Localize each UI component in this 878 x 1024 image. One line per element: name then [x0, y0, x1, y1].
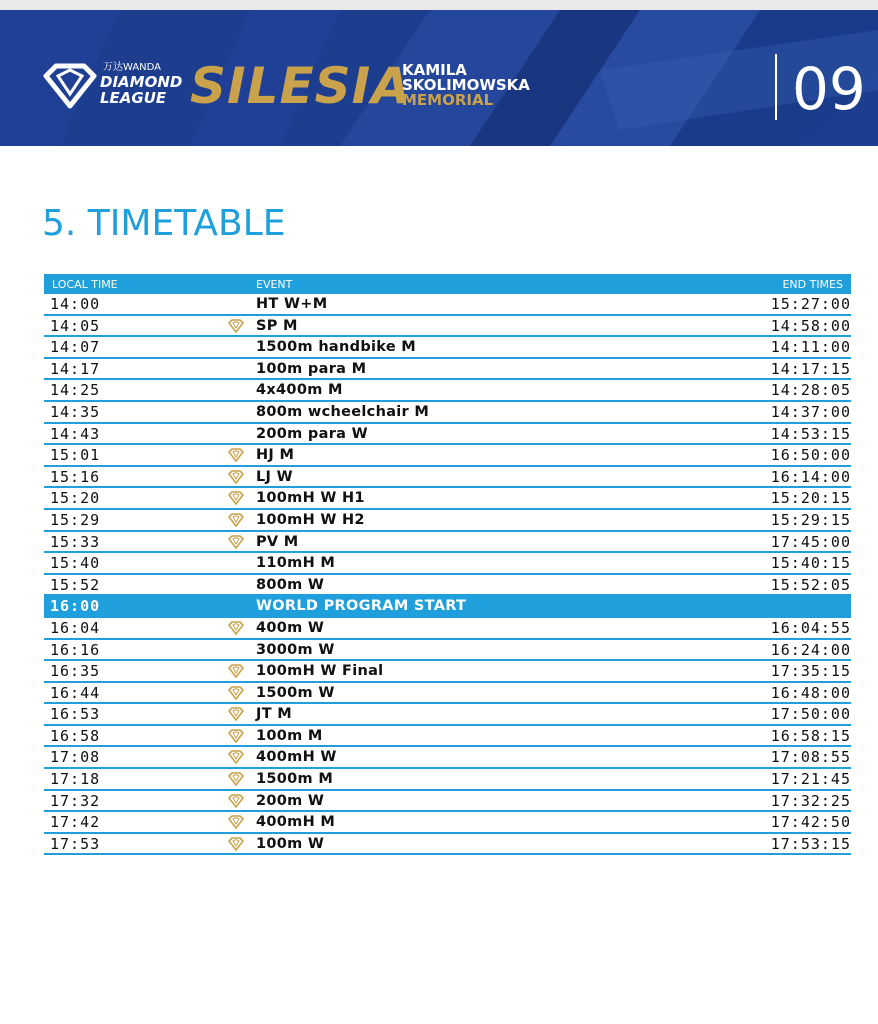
table-row — [44, 704, 851, 726]
diamond-discipline-icon — [228, 794, 244, 808]
table-row — [44, 532, 851, 554]
memorial-title — [402, 63, 530, 108]
table-row — [44, 575, 851, 597]
cell-local-time: 16:44 — [50, 683, 101, 702]
cell-local-time: 15:52 — [50, 575, 101, 594]
cell-event: 1500m handbike M — [256, 339, 417, 356]
cell-end-time: 17:45:00 — [770, 532, 851, 551]
cell-event: WORLD PROGRAM START — [256, 598, 467, 615]
cell-event: PV M — [256, 533, 299, 550]
cell-event: 1500m W — [256, 684, 335, 701]
table-row — [44, 553, 851, 575]
table-body — [44, 294, 851, 855]
cell-local-time: 17:08 — [50, 748, 101, 767]
diamond-league-wordmark — [100, 74, 182, 106]
cell-local-time: 15:33 — [50, 532, 101, 551]
header-banner — [0, 10, 878, 146]
diamond-discipline-icon — [228, 491, 244, 505]
cell-end-time: 15:40:15 — [770, 554, 851, 573]
table-row — [44, 316, 851, 338]
table-row — [44, 683, 851, 705]
cell-local-time: 14:00 — [50, 295, 101, 313]
cell-end-time: 16:48:00 — [770, 683, 851, 702]
memorial-line3: MEMORIAL — [402, 91, 494, 109]
table-row — [44, 294, 851, 316]
cell-end-time: 16:04:55 — [770, 618, 851, 637]
meeting-name: SILESIA — [190, 57, 411, 115]
table-row — [44, 402, 851, 424]
cell-event: LJ W — [256, 468, 293, 485]
table-row — [44, 359, 851, 381]
cell-end-time: 17:50:00 — [770, 705, 851, 724]
header-end-times: END TIMES — [782, 278, 843, 291]
table-row — [44, 834, 851, 856]
cell-event: 400m W — [256, 619, 325, 636]
table-row — [44, 596, 851, 618]
cell-local-time: 14:35 — [50, 402, 101, 421]
cell-end-time: 17:35:15 — [770, 662, 851, 681]
table-row — [44, 510, 851, 532]
top-strip — [0, 0, 878, 10]
league-line2: LEAGUE — [100, 89, 167, 107]
table-row — [44, 445, 851, 467]
cell-event: 100m M — [256, 727, 323, 744]
cell-event: 200m para W — [256, 425, 368, 442]
cell-end-time: 17:42:50 — [770, 813, 851, 832]
table-row — [44, 661, 851, 683]
memorial-line1: KAMILA — [402, 61, 467, 79]
diamond-discipline-icon — [228, 772, 244, 786]
cell-end-time: 14:11:00 — [770, 338, 851, 357]
cell-end-time: 14:28:05 — [770, 381, 851, 400]
cell-event: 800m wcheelchair M — [256, 403, 430, 420]
cell-end-time: 17:32:25 — [770, 791, 851, 810]
cell-local-time: 16:04 — [50, 618, 101, 637]
diamond-discipline-icon — [228, 686, 244, 700]
cell-end-time: 14:53:15 — [770, 424, 851, 443]
diamond-discipline-icon — [228, 448, 244, 462]
cell-event: 100m para M — [256, 360, 367, 377]
cell-end-time: 15:27:00 — [770, 295, 851, 313]
timetable — [44, 274, 851, 855]
table-row — [44, 380, 851, 402]
diamond-discipline-icon — [228, 837, 244, 851]
cell-end-time: 16:24:00 — [770, 640, 851, 659]
cell-local-time: 17:53 — [50, 834, 101, 853]
diamond-discipline-icon — [228, 750, 244, 764]
cell-local-time: 17:18 — [50, 770, 101, 789]
cell-local-time: 14:17 — [50, 359, 101, 378]
memorial-line2: SKOLIMOWSKA — [402, 76, 530, 94]
cell-event: 100mH W Final — [256, 663, 384, 680]
cell-end-time: 16:50:00 — [770, 446, 851, 465]
cell-local-time: 15:20 — [50, 489, 101, 508]
cell-local-time: 16:58 — [50, 726, 101, 745]
cell-event: 800m W — [256, 576, 325, 593]
table-row — [44, 424, 851, 446]
cell-local-time: 15:29 — [50, 510, 101, 529]
table-row — [44, 337, 851, 359]
cell-event: 3000m W — [256, 641, 335, 658]
cell-event: 1500m M — [256, 771, 334, 788]
cell-local-time: 16:35 — [50, 662, 101, 681]
cell-local-time: 16:53 — [50, 705, 101, 724]
cell-event: 100mH W H1 — [256, 490, 365, 507]
diamond-discipline-icon — [228, 513, 244, 527]
diamond-discipline-icon — [228, 535, 244, 549]
table-row — [44, 812, 851, 834]
cell-event: 100m W — [256, 835, 325, 852]
cell-local-time: 14:05 — [50, 316, 101, 335]
cell-local-time: 15:01 — [50, 446, 101, 465]
cell-event: 100mH W H2 — [256, 511, 365, 528]
cell-end-time: 16:58:15 — [770, 726, 851, 745]
diamond-league-logo-icon — [42, 62, 98, 110]
table-row — [44, 467, 851, 489]
header-local-time: LOCAL TIME — [52, 278, 118, 291]
diamond-discipline-icon — [228, 621, 244, 635]
cell-end-time: 17:08:55 — [770, 748, 851, 767]
page-number: 09 — [792, 55, 866, 123]
table-header — [44, 274, 851, 294]
diamond-discipline-icon — [228, 664, 244, 678]
section-title: 5. TIMETABLE — [42, 203, 286, 244]
cell-local-time: 14:07 — [50, 338, 101, 357]
table-row — [44, 488, 851, 510]
cell-local-time: 17:32 — [50, 791, 101, 810]
table-row — [44, 769, 851, 791]
header-event: EVENT — [256, 278, 293, 291]
cell-local-time: 14:43 — [50, 424, 101, 443]
table-row — [44, 618, 851, 640]
table-row — [44, 791, 851, 813]
cell-local-time: 17:42 — [50, 813, 101, 832]
page-divider — [775, 54, 777, 120]
cell-event: SP M — [256, 317, 298, 334]
cell-end-time: 17:53:15 — [770, 834, 851, 853]
cell-end-time: 14:17:15 — [770, 359, 851, 378]
table-row — [44, 726, 851, 748]
table-row — [44, 640, 851, 662]
cell-event: 200m W — [256, 792, 325, 809]
cell-end-time: 16:14:00 — [770, 467, 851, 486]
cell-local-time: 16:00 — [50, 597, 101, 616]
cell-local-time: 15:16 — [50, 467, 101, 486]
cell-end-time: 14:58:00 — [770, 316, 851, 335]
diamond-discipline-icon — [228, 470, 244, 484]
diamond-discipline-icon — [228, 815, 244, 829]
cell-event: HJ M — [256, 447, 295, 464]
cell-local-time: 15:40 — [50, 554, 101, 573]
cell-event: JT M — [256, 706, 292, 723]
cell-event: 400mH W — [256, 749, 337, 766]
cell-event: 110mH M — [256, 555, 336, 572]
cell-local-time: 16:16 — [50, 640, 101, 659]
cell-event: 4x400m M — [256, 382, 343, 399]
diamond-discipline-icon — [228, 319, 244, 333]
diamond-discipline-icon — [228, 707, 244, 721]
cell-event: HT W+M — [256, 296, 328, 312]
cell-end-time: 17:21:45 — [770, 770, 851, 789]
table-row — [44, 747, 851, 769]
sponsor-wanda: 万达WANDA — [103, 62, 162, 73]
cell-end-time: 14:37:00 — [770, 402, 851, 421]
cell-end-time: 15:29:15 — [770, 510, 851, 529]
cell-event: 400mH M — [256, 814, 336, 831]
diamond-discipline-icon — [228, 729, 244, 743]
league-line1: DIAMOND — [100, 73, 183, 91]
cell-end-time: 15:20:15 — [770, 489, 851, 508]
cell-local-time: 14:25 — [50, 381, 101, 400]
cell-end-time: 15:52:05 — [770, 575, 851, 594]
